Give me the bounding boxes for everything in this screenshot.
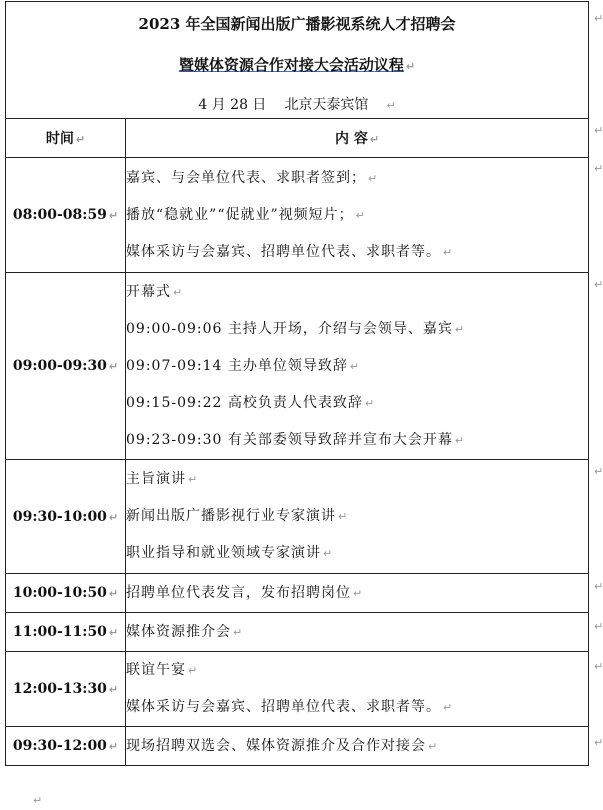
return-mark-icon: ↵ (349, 359, 360, 373)
table-row (6, 727, 589, 766)
time-slot: 08:00-08:59 ↵ (6, 158, 126, 273)
time-slot: 09:30-10:00 ↵ (6, 460, 126, 574)
agenda-item: 媒体采访与会嘉宾、招聘单位代表、求职者等。 ↵ (126, 699, 453, 715)
table-row (6, 574, 589, 613)
agenda-item: 主旨演讲 ↵ (126, 471, 198, 487)
return-mark-icon: ↵ (108, 209, 119, 222)
time-slot: 10:00-10:50 ↵ (6, 574, 126, 613)
return-mark-icon: ↵ (405, 59, 416, 73)
time-slot: 09:00-09:30 ↵ (6, 273, 126, 460)
document-subtitle: 暨媒体资源合作对接大会活动议程 ↵ (178, 55, 416, 74)
time-slot: 11:00-11:50 ↵ (6, 613, 126, 652)
agenda-content (126, 574, 589, 613)
agenda-item: 联谊午宴 ↵ (126, 662, 198, 678)
column-header-time: 时间 ↵ (6, 119, 126, 158)
row-end-mark-icon: ↵ (594, 278, 603, 291)
return-mark-icon: ↵ (443, 701, 453, 714)
agenda-table (5, 1, 589, 766)
agenda-item: 播放“稳就业”“促就业”视频短片； ↵ (126, 206, 365, 223)
agenda-item: 职业指导和就业领域专家演讲 ↵ (126, 545, 333, 561)
table-row (6, 460, 589, 574)
agenda-item: 招聘单位代表发言，发布招聘岗位 ↵ (126, 584, 363, 601)
return-mark-icon: ↵ (173, 285, 183, 299)
return-mark-icon: ↵ (368, 171, 378, 185)
table-row (6, 652, 589, 727)
return-mark-icon: ↵ (353, 586, 363, 600)
agenda-item: 现场招聘双选会、媒体资源推介及合作对接会 ↵ (126, 737, 438, 754)
agenda-item: 新闻出版广播影视行业专家演讲 ↵ (126, 508, 348, 524)
row-end-mark-icon: ↵ (594, 124, 603, 137)
agenda-content (126, 460, 589, 574)
return-mark-icon: ↵ (188, 473, 198, 486)
row-end-mark-icon: ↵ (594, 736, 603, 749)
paragraph-mark-icon: ↵ (33, 794, 43, 807)
row-end-mark-icon: ↵ (594, 12, 603, 25)
return-mark-icon: ↵ (364, 396, 375, 410)
return-mark-icon: ↵ (108, 683, 119, 696)
row-end-mark-icon: ↵ (594, 660, 603, 673)
return-mark-icon: ↵ (338, 510, 348, 523)
return-mark-icon: ↵ (233, 625, 243, 639)
return-mark-icon: ↵ (108, 626, 119, 639)
column-header-content: 内 容 ↵ (126, 119, 589, 158)
agenda-content (126, 158, 589, 273)
agenda-item: 09:00-09:06 主持人开场，介绍与会领导、嘉宾 ↵ (126, 320, 465, 337)
row-end-mark-icon: ↵ (594, 465, 603, 478)
return-mark-icon: ↵ (108, 510, 119, 524)
time-slot: 09:30-12:00 ↵ (6, 727, 126, 766)
table-row (6, 273, 589, 460)
table-row (6, 158, 589, 273)
agenda-item: 09:07-09:14 主办单位领导致辞 ↵ (126, 357, 360, 374)
return-mark-icon: ↵ (108, 360, 119, 373)
time-slot: 12:00-13:30 ↵ (6, 652, 126, 727)
return-mark-icon: ↵ (323, 547, 333, 560)
row-end-mark-icon: ↵ (594, 162, 603, 175)
return-mark-icon: ↵ (75, 133, 86, 146)
return-mark-icon: ↵ (108, 740, 119, 753)
event-date: 4 月 28 日 (198, 96, 267, 113)
return-mark-icon: ↵ (386, 98, 396, 112)
return-mark-icon: ↵ (108, 587, 119, 600)
return-mark-icon: ↵ (355, 208, 365, 222)
return-mark-icon: ↵ (454, 322, 465, 336)
return-mark-icon: ↵ (454, 433, 465, 447)
agenda-content (126, 613, 589, 652)
event-venue: 北京天泰宾馆 (284, 96, 369, 113)
agenda-item: 开幕式 ↵ (126, 283, 183, 300)
title-block (6, 2, 589, 119)
return-mark-icon: ↵ (428, 739, 438, 753)
table-row (6, 613, 589, 652)
agenda-content (126, 652, 589, 727)
return-mark-icon: ↵ (188, 664, 198, 677)
document-title: 2023 年全国新闻出版广播影视系统人才招聘会 (138, 14, 456, 33)
date-venue-line (6, 96, 588, 115)
agenda-item: 嘉宾、与会单位代表、求职者签到； ↵ (126, 169, 378, 186)
agenda-item: 09:23-09:30 有关部委领导致辞并宣布大会开幕 ↵ (126, 431, 465, 448)
return-mark-icon: ↵ (443, 245, 453, 259)
agenda-item: 媒体资源推介会 ↵ (126, 623, 243, 640)
row-end-mark-icon: ↵ (594, 580, 603, 593)
agenda-content (126, 727, 589, 766)
agenda-item: 09:15-09:22 高校负责人代表致辞 ↵ (126, 394, 375, 411)
return-mark-icon: ↵ (369, 133, 380, 146)
agenda-content (126, 273, 589, 460)
row-end-mark-icon: ↵ (594, 620, 603, 633)
agenda-item: 媒体采访与会嘉宾、招聘单位代表、求职者等。 ↵ (126, 243, 453, 260)
